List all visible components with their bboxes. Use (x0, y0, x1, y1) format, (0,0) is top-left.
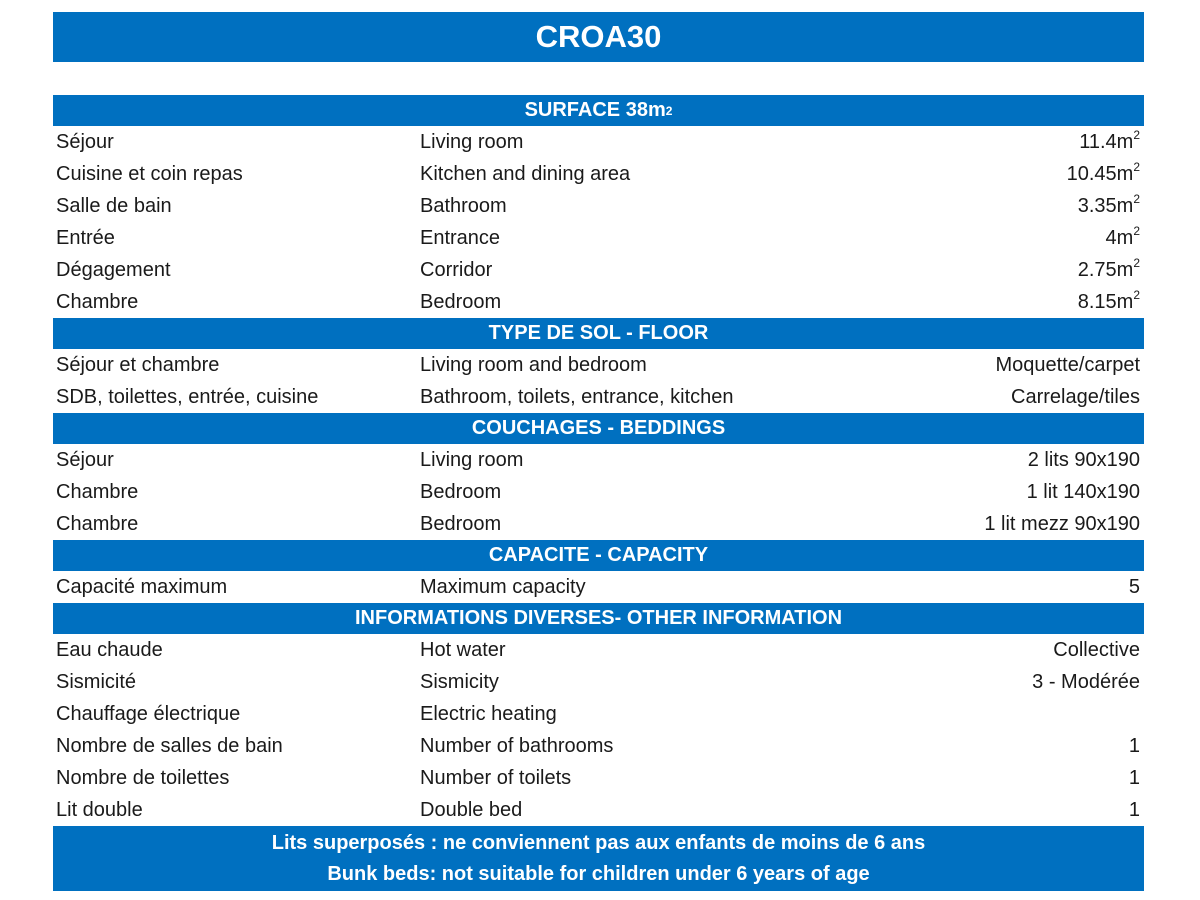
cell-value (897, 159, 1144, 186)
cell-en: Bedroom (420, 512, 502, 535)
warning-line-fr: Lits superposés : ne conviennent pas aux enfants de moins de 6 ans (271, 831, 926, 854)
cell-value (897, 287, 1144, 314)
value-sup: 2 (1133, 287, 1140, 302)
section-header-surface: SURFACE 38m 2 (53, 95, 1144, 126)
table-row (53, 349, 1144, 381)
cell-fr: Séjour (56, 130, 114, 153)
value-text: 3.35m (1077, 194, 1134, 217)
section-header-capacity: CAPACITE - CAPACITY (53, 540, 1144, 571)
value-sup: 2 (1133, 223, 1140, 238)
cell-value: 5 (1128, 575, 1140, 598)
table-row (53, 286, 1144, 318)
cell-en: Kitchen and dining area (420, 162, 631, 185)
cell-fr: Entrée (56, 226, 115, 249)
value-text: 8.15m (1077, 290, 1134, 313)
cell-en: Bathroom (420, 194, 507, 217)
cell-en: Living room (420, 448, 524, 471)
surface-header-text: SURFACE 38m (524, 99, 666, 121)
cell-value (897, 255, 1144, 282)
cell-value: 2 lits 90x190 (1027, 448, 1140, 471)
table-row (53, 571, 1144, 603)
table-row (53, 794, 1144, 826)
cell-value (897, 223, 1144, 250)
cell-fr: Lit double (56, 798, 143, 821)
cell-value: 3 - Modérée (1032, 670, 1140, 693)
cell-en: Living room (420, 130, 524, 153)
cell-fr: Capacité maximum (56, 575, 228, 598)
cell-fr: Cuisine et coin repas (56, 162, 243, 185)
value-text: 2.75m (1077, 258, 1134, 281)
cell-fr: Chambre (56, 290, 139, 313)
cell-value: Moquette/carpet (995, 353, 1140, 376)
value-text: 10.45m (1066, 162, 1134, 185)
cell-fr: Chambre (56, 480, 139, 503)
cell-en: Corridor (420, 258, 493, 281)
value-sup: 2 (1133, 191, 1140, 206)
cell-fr: Eau chaude (56, 638, 163, 661)
table-row (53, 254, 1144, 286)
value-text: 11.4m (1079, 130, 1134, 153)
cell-en: Hot water (420, 638, 506, 661)
cell-value (897, 191, 1144, 218)
cell-fr: Salle de bain (56, 194, 172, 217)
cell-fr: Séjour (56, 448, 114, 471)
table-row (53, 634, 1144, 666)
cell-value: 1 (1128, 766, 1140, 789)
cell-value (897, 127, 1144, 154)
value-sup: 2 (1133, 127, 1140, 142)
cell-fr: Nombre de toilettes (56, 766, 230, 789)
cell-value: Carrelage/tiles (1011, 385, 1140, 408)
info-table (53, 95, 1144, 891)
cell-en: Electric heating (420, 702, 557, 725)
warning-line-en: Bunk beds: not suitable for children under 6 years of age (327, 862, 870, 885)
cell-value: 1 lit mezz 90x190 (984, 512, 1140, 535)
section-header-beddings: COUCHAGES - BEDDINGS (53, 413, 1144, 444)
table-row (53, 666, 1144, 698)
cell-fr: SDB, toilettes, entrée, cuisine (56, 385, 319, 408)
table-row (53, 698, 1144, 730)
cell-value: 1 (1128, 798, 1140, 821)
cell-value: 1 (1128, 734, 1140, 757)
table-row (53, 158, 1144, 190)
value-sup: 2 (1133, 255, 1140, 270)
cell-en: Living room and bedroom (420, 353, 647, 376)
cell-en: Double bed (420, 798, 523, 821)
section-header-other: INFORMATIONS DIVERSES- OTHER INFORMATION (53, 603, 1144, 634)
table-row (53, 126, 1144, 158)
table-row (53, 222, 1144, 254)
value-text: 4m (1105, 226, 1134, 249)
cell-fr: Dégagement (56, 258, 171, 281)
table-row (53, 476, 1144, 508)
page-title: CROA30 (53, 12, 1144, 62)
cell-value: 1 lit 140x190 (1026, 480, 1140, 503)
bunk-bed-warning (53, 826, 1144, 891)
table-row (53, 444, 1144, 476)
cell-value: Collective (1053, 638, 1140, 661)
cell-fr: Nombre de salles de bain (56, 734, 283, 757)
table-row (53, 508, 1144, 540)
section-header-floor: TYPE DE SOL - FLOOR (53, 318, 1144, 349)
value-sup: 2 (1133, 159, 1140, 174)
table-row (53, 730, 1144, 762)
cell-en: Number of toilets (420, 766, 572, 789)
cell-en: Bathroom, toilets, entrance, kitchen (420, 385, 734, 408)
cell-en: Entrance (420, 226, 501, 249)
table-row (53, 381, 1144, 413)
cell-en: Maximum capacity (420, 575, 586, 598)
cell-fr: Sismicité (56, 670, 137, 693)
cell-en: Bedroom (420, 480, 502, 503)
cell-en: Sismicity (420, 670, 499, 693)
cell-fr: Séjour et chambre (56, 353, 220, 376)
cell-fr: Chauffage électrique (56, 702, 241, 725)
cell-en: Bedroom (420, 290, 502, 313)
table-row (53, 190, 1144, 222)
table-row (53, 762, 1144, 794)
cell-en: Number of bathrooms (420, 734, 614, 757)
cell-fr: Chambre (56, 512, 139, 535)
